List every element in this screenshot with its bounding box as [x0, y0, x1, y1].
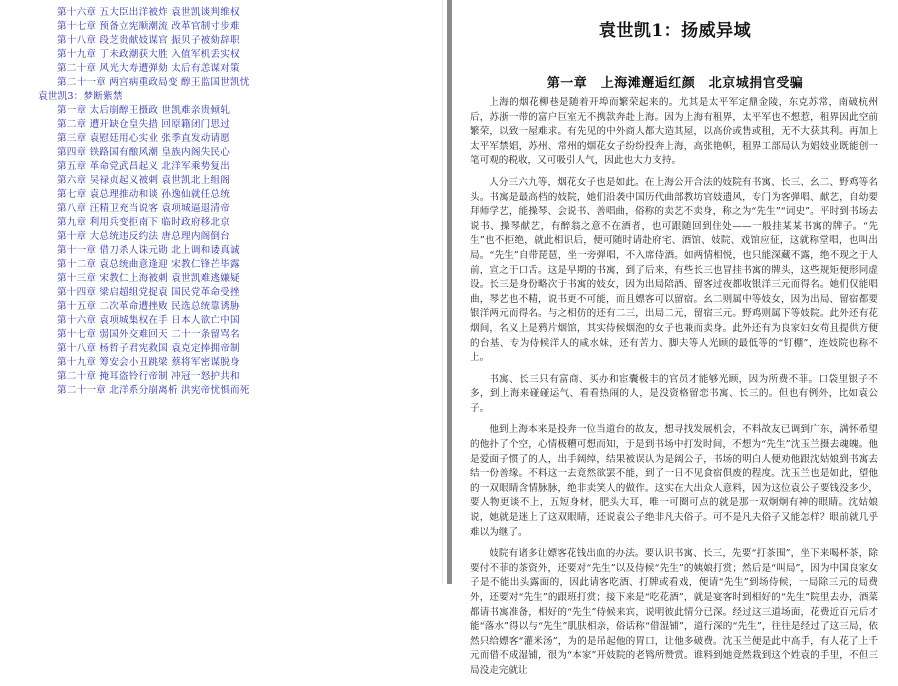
toc-chapter-link[interactable]: 第四章 铁路国有酿风潮 皇族内阁失民心 [57, 147, 230, 158]
toc-chapter-link[interactable]: 第三章 袁慰廷用心实业 张季直发动请愿 [57, 133, 230, 144]
toc-chapter-link[interactable]: 第十四章 梁启超组党捉袁 国民党革命受挫 [57, 287, 240, 298]
body-paragraph: 上海的烟花柳巷是随着开埠而繁荣起来的。尤其是太平军定鼎金陵，东克苏常，南破杭州后，苏浙一带的富户巨室无不携款奔赴上海。因为上海有租界，太平军也不想惹，租界因此空前繁荣，以致一屋难求。有先见的中外商人都大造其屋，以高价或售或租，无不大获其利。再加上太平军禁娼，苏州、常州的烟花女子纷纷投奔上海，高张艳帜，租界工部局认为娼妓业既能创一笔可观的税收，又可吸引人气，因此也大力支持。 [470, 97, 878, 167]
toc-chapter-link[interactable]: 第八章 汪精卫充当说客 袁项城逼退清帝 [57, 203, 230, 214]
body-paragraph: 书寓、长三只有富商、买办和宦囊极丰的官员才能够光顾，因为所费不菲。口袋里银子不多，到上海来碰碰运气、看看热闹的人，是没资格留恋书寓、长三的。但也有例外，比如袁公子。 [470, 373, 878, 414]
toc-chapter-link[interactable]: 第十七章 预备立宪顺潮流 改革官制寸步难 [57, 21, 240, 32]
toc-chapter-link[interactable]: 第十九章 丁未政潮获大胜 入值军机丢实权 [57, 49, 240, 60]
left-page [0, 0, 443, 584]
toc-chapter-link[interactable]: 第十二章 袁总统曲意逢迎 宋教仁锋芒毕露 [57, 259, 240, 270]
toc-chapter-link[interactable]: 第十一章 借刀杀人诛元勋 北上调和诿真诚 [57, 245, 240, 256]
toc-chapter-link[interactable]: 第二十一章 北洋系分崩离析 洪宪帝忧惧而死 [57, 385, 250, 396]
toc-chapter-link[interactable]: 第十七章 弱国外交难回天 二十一条留骂名 [57, 329, 240, 340]
toc-chapter-link[interactable]: 第十六章 袁项城集权在手 日本人欲亡中国 [57, 315, 240, 326]
toc-chapter-link[interactable]: 第十五章 二次革命遭挫败 民选总统靠诱胁 [57, 301, 240, 312]
toc-chapter-link[interactable]: 第一章 太后崩醇王摄政 世凯难亲贵倾轧 [57, 105, 230, 116]
toc-chapter-link[interactable]: 第十章 大总统违反约法 唐总理内阁倒台 [57, 231, 230, 242]
toc-chapter-link[interactable]: 第十八章 杨哲子君宪救国 袁克定捧拥帝制 [57, 343, 240, 354]
toc-chapter-link[interactable]: 第二十一章 两宫病重政局变 醇王监国世凯忧 [57, 77, 250, 88]
book-title: 袁世凯1：扬威异域 [598, 21, 752, 41]
toc-chapter-link[interactable]: 第二十章 掩耳盗铃行帝制 冲冠一怒护共和 [57, 371, 240, 382]
right-page [452, 0, 898, 676]
toc-chapter-link[interactable]: 第十九章 筹安会小丑跳梁 蔡将军密谋脱身 [57, 357, 240, 368]
toc-chapter-link[interactable]: 第五章 革命党武昌起义 北洋军乘势复出 [57, 161, 230, 172]
toc-chapter-link[interactable]: 第九章 利用兵变拒南下 临时政府移北京 [57, 217, 230, 228]
toc-chapter-link[interactable]: 第二章 遭开缺仓皇失措 回原籍闭门思过 [57, 119, 230, 130]
body-paragraph: 他到上海本来是投奔一位当道台的故友，想寻找发展机会，不料故友已调到广东，满怀希望的他扑了个空，心情极糟可想而知，于是到书场中打发时间，不想为“先生”沈玉兰摄去魂魄。他是爱面子惯了的人，出手阔绰，结果被误认为是阔公子，书场的明白人便劝他跟沈姑娘到书寓去结一份善缘。不料这一去竟然欲罢不能，到了一日不见食宿俱废的程度。沈玉兰也是如此，望他的一双眼睛含情脉脉，绝非卖笑人的做作。这实在大出众人意料，因为这位袁公子要钱没多少，要人物更谈不上，五短身材，肥头大耳，唯一可圈可点的就是那一双炯炯有神的眼睛。沈姑娘说，她就是迷上了这双眼睛，还说袁公子绝非凡夫俗子。可不是凡夫俗子又能怎样？眼前就几乎难以为继了。 [470, 424, 878, 538]
toc-chapter-link[interactable]: 第十三章 宋教仁上海被刺 袁世凯难逃嫌疑 [57, 273, 240, 284]
chapter-body [470, 96, 878, 686]
toc-part-heading[interactable]: 袁世凯3：梦断紫禁 [38, 91, 123, 102]
toc-chapter-link[interactable]: 第六章 吴禄贞起义被刺 袁世凯北上组阁 [57, 175, 230, 186]
toc-chapter-link[interactable]: 第七章 袁总理推动和谈 孙逸仙就任总统 [57, 189, 230, 200]
body-paragraph: 人分三六九等，烟花女子也是如此。在上海公开合法的妓院有书寓、长三、幺二、野鸡等名头。书寓是最高档的妓院，她们沿袭中国历代曲部教坊官妓遗风，专门为客弹唱、献艺，自幼要拜师学艺，能操琴、会说书、善唱曲，俗称的卖艺不卖身，称之为“先生”“词史”。平时到书场去说书、操琴献艺，有醉翁之意不在酒者，也可跟随回到住处——一般挂某某书寓的牌子。“先生”也不拒绝，就此相识后，便可随时请赴府宅、酒馆、妓院、戏馆应征，这就称堂唱，也叫出局。“先生”自带琵琶，坐一旁弹唱，不入席侍酒。如两情相悦，也只能深藏不露，绝不现之于人前，宣之于口舌。这是早期的书寓，到了后来，有些长三也冒挂书寓的牌头，这些规矩便形同虚设。长三是身份略次于书寓的妓女，因为出局陪酒、留客过夜都收银洋三元而得名。她们仅能唱曲，琴艺也不精，说书更不可能，而且嫖客可以留宿。幺二则属中等妓女，因为出局、留宿都要银洋两元而得名。与之相仿的还有二三，出局二元，留宿三元。野鸡则属下等妓院。此外还有花烟间，名义上是鸦片烟馆，其实侍候烟泡的女子也兼而卖身。此外还有为良家妇女苟且提供方便的台基、专为侍候洋人的咸水妹，还有苦力、脚夫等人光顾的最低等的“钉棚”，连妓院也称不上。 [470, 176, 878, 364]
body-paragraph: 妓院有诸多让嫖客花钱出血的办法。要认识书寓、长三，先要“打茶围”，坐下来喝杯茶，除要付不菲的茶资外，还要对“先生”以及侍候“先生”的姨娘打赏；然后是“叫局”，因为中国良家女子是不能出头露面的，因此请客吃酒、打牌或看戏，便请“先生”到场侍候，一局除三元的局费外，还要对“先生”的跟班打赏；接下来是“吃花酒”，就是宴客时到相好的“先生”院里去办，酒菜都请书寓准备，相好的“先生”侍候来宾，说明彼此情分已深。经过这三道场面，花费近百元后才能“落水”得以与“先生”肌肤相亲，俗话称“借湿铺”，道行深的“先生”，往往是经过了这三局，依然只给嫖客“灌米汤”，为的是吊起他的胃口，让他多破费。沈玉兰便是此中高手，有人花了上千元而借不成湿铺，很为“本家”开妓院的老鸨所赞赏。谁料到她竟然栽到这个姓袁的手里，不但三局没走完就让 [470, 548, 878, 676]
chapter-title: 第一章 上海滩邂逅红颜 北京城捐官受骗 [546, 76, 804, 91]
toc-chapter-link[interactable]: 第二十章 风光大寿遭弹劾 太后有恙谋对策 [57, 63, 240, 74]
toc-chapter-link[interactable]: 第十八章 段芝贵献妓谋官 振贝子被劾辞职 [57, 35, 240, 46]
toc-chapter-link[interactable]: 第十六章 五大臣出洋被炸 袁世凯谈判维权 [57, 7, 240, 18]
